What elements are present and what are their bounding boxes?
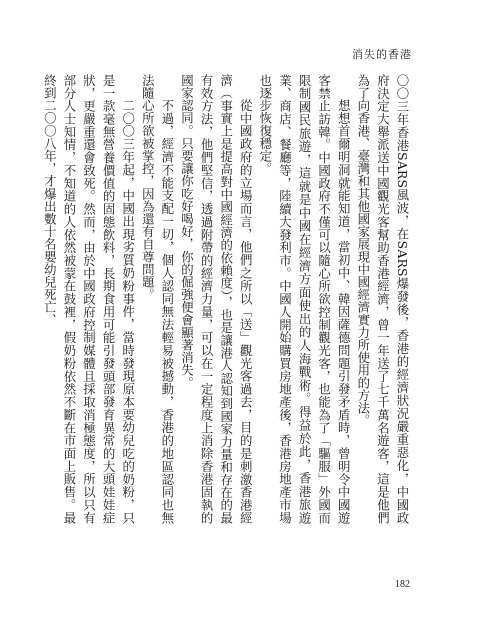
- body-text: [42, 74, 412, 524]
- paragraph: 〇〇三年香港SARS風波，在SARS爆發後，香港的經濟狀況嚴重惡化，中國政府決定大舉派送中國觀光客幫助香港經濟，曾一年送了七千萬名遊客，這是他們為了向香港、臺灣和其他國家展現中國經濟實力所使用的方法。: [355, 74, 410, 524]
- running-header: 消失的香港: [352, 48, 412, 61]
- paragraph: 想想首爾明洞就能知道，當初中、韓因薩德問題引發矛盾時，曾明令中國遊客禁止訪韓。中國政府不僅可以隨心所欲控制觀光客，也能為了「驅服」外國而限制國民旅遊，這就是中國在經濟方面使出的人海戰術。得益於此，香港旅遊業、商店、餐廳等，陸續大發利市。中國人開始購買房地產後，香港房地產市場也逐步恢復穩定。: [257, 74, 352, 524]
- page-number: 182: [395, 579, 410, 590]
- paragraph: 二〇〇三年起，中國出現劣質奶粉事件，當時發現原本要幼兒吃的奶粉，只是一款毫無營養價值的固態飲料，長期食用可能引發頭部發育異常的大頭娃娃症狀，更嚴重還會致死。然而，由於中國政府控制媒體且採取消極態度，所以只有部分人士知情，不知道的人依然被蒙在鼓裡，假奶粉依然不斷在市面上販售。最終到二〇〇八年，才爆出數十名嬰幼兒死亡、: [42, 74, 136, 524]
- paragraph: 從中國政府的立場而言，他們之所以「送」觀光客過去，目的是刺激香港經濟（事實上是提高對中國經濟的依賴度），也是讓港人認知到國家力量和存在的最有效方法，他們堅信，透過附帶的經濟力量，可以在一定程度上消除香港固執的國家認同。只要讓你吃好喝好，你的倔強便會顯著消失。: [179, 74, 254, 524]
- paragraph: 不過，經濟不能支配一切，個人認同無法輕易被撼動，香港的地區認同也無法隨心所欲被掌控，因為還有自尊問題。: [140, 74, 175, 524]
